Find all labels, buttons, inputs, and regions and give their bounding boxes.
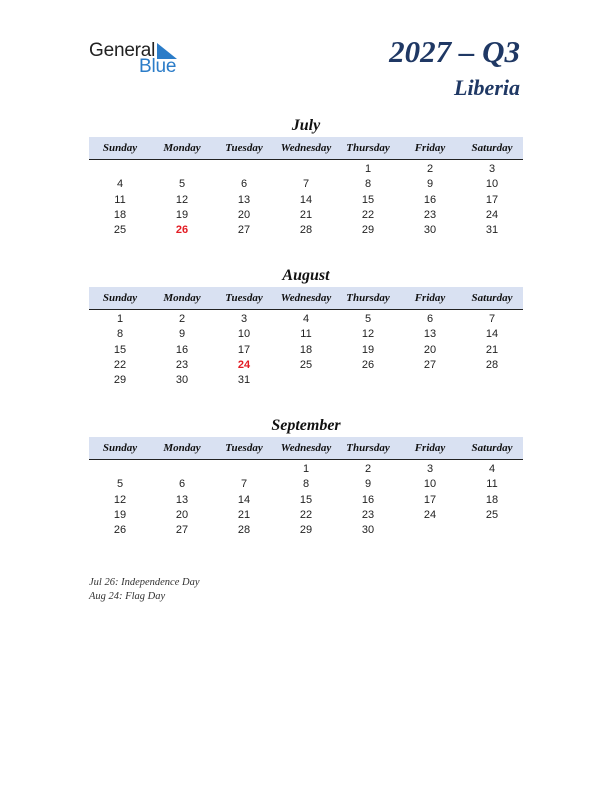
day-cell: 11 <box>114 193 126 206</box>
day-cell: 10 <box>423 478 437 491</box>
day-cell: 26 <box>113 524 127 537</box>
day-cell: 12 <box>361 328 375 341</box>
day-cell: 22 <box>361 208 375 221</box>
week-row <box>89 177 523 192</box>
day-cell: 29 <box>299 524 313 537</box>
week-row <box>89 312 523 327</box>
day-cell: 25 <box>113 224 127 237</box>
day-cell: 20 <box>237 208 251 221</box>
day-cell: 7 <box>302 178 310 191</box>
week-row <box>89 462 523 477</box>
day-cell: 12 <box>113 493 127 506</box>
day-cell: 18 <box>485 493 499 506</box>
day-cell: 25 <box>299 358 313 371</box>
weekday-label: Thursday <box>346 442 390 454</box>
week-row <box>89 373 523 388</box>
day-cell: 17 <box>423 493 437 506</box>
day-cell: 24 <box>485 208 499 221</box>
day-cell: 9 <box>364 478 372 491</box>
day-cell: 14 <box>485 328 499 341</box>
day-cell: 3 <box>488 163 496 175</box>
generalblue-logo <box>89 40 199 80</box>
day-cell: 13 <box>423 328 437 341</box>
day-cell: 9 <box>178 328 186 341</box>
week-row <box>89 343 523 358</box>
day-cell: 28 <box>237 524 251 537</box>
day-cell: 7 <box>488 313 496 325</box>
day-cell: 6 <box>240 178 248 191</box>
weekday-label: Monday <box>163 142 201 154</box>
day-cell: 11 <box>486 478 498 491</box>
day-cell: 27 <box>175 524 189 537</box>
logo-text-general: General <box>89 40 156 61</box>
day-cell: 8 <box>364 178 372 191</box>
day-cell: 30 <box>423 224 437 237</box>
day-cell: 21 <box>485 343 499 356</box>
day-cell <box>275 162 337 177</box>
day-cell <box>461 523 523 538</box>
day-cell: 1 <box>116 313 124 325</box>
day-cell: 1 <box>364 163 372 175</box>
day-cell: 15 <box>361 193 375 206</box>
weekday-header-row <box>89 137 523 160</box>
day-cell: 14 <box>299 193 313 206</box>
day-cell: 6 <box>426 313 434 325</box>
day-cell: 19 <box>361 343 375 356</box>
weekday-label: Wednesday <box>280 292 332 304</box>
day-cell: 20 <box>423 343 437 356</box>
weekday-label: Saturday <box>471 442 513 454</box>
day-cell: 27 <box>237 224 251 237</box>
day-cell: 16 <box>175 343 189 356</box>
week-row <box>89 162 523 177</box>
day-cell: 2 <box>426 163 434 175</box>
day-cell: 30 <box>361 524 375 537</box>
week-row <box>89 327 523 342</box>
day-cell <box>151 162 213 177</box>
weekday-label: Friday <box>414 292 446 304</box>
day-cell: 5 <box>178 178 186 191</box>
month-calendar <box>89 416 523 538</box>
day-cell: 7 <box>240 478 248 491</box>
weekday-label: Monday <box>163 292 201 304</box>
day-cell: 22 <box>113 358 127 371</box>
day-cell: 22 <box>299 508 313 521</box>
week-row <box>89 477 523 492</box>
week-row <box>89 358 523 373</box>
week-row <box>89 523 523 538</box>
weekday-header-row <box>89 287 523 310</box>
week-row <box>89 193 523 208</box>
weekday-label: Sunday <box>102 142 138 154</box>
day-cell: 31 <box>485 224 499 237</box>
day-cell <box>461 373 523 388</box>
day-cell: 27 <box>423 358 437 371</box>
day-cell: 28 <box>299 224 313 237</box>
weekday-label: Tuesday <box>225 142 263 154</box>
day-cell: 16 <box>423 193 437 206</box>
weekday-label: Tuesday <box>225 442 263 454</box>
holiday-notes <box>89 576 200 604</box>
holiday-date: 26 <box>175 224 189 237</box>
day-cell: 5 <box>116 478 124 491</box>
day-cell: 10 <box>485 178 499 191</box>
weekday-label: Sunday <box>102 292 138 304</box>
country-title: Liberia <box>454 75 520 100</box>
day-cell: 8 <box>302 478 310 491</box>
weekday-label: Friday <box>414 142 446 154</box>
weekday-label: Saturday <box>471 292 513 304</box>
day-cell <box>275 373 337 388</box>
day-cell: 26 <box>361 358 375 371</box>
day-cell: 30 <box>175 374 189 387</box>
weekday-label: Wednesday <box>280 442 332 454</box>
holiday-date: 24 <box>237 358 251 371</box>
day-cell <box>399 523 461 538</box>
day-cell: 3 <box>240 313 248 325</box>
month-name: August <box>282 267 330 284</box>
day-cell: 23 <box>423 208 437 221</box>
weekday-label: Thursday <box>346 142 390 154</box>
weekday-label: Thursday <box>346 292 390 304</box>
day-cell: 8 <box>116 328 124 341</box>
day-cell <box>89 462 151 477</box>
weekday-label: Wednesday <box>280 142 332 154</box>
day-cell: 11 <box>300 328 312 341</box>
month-calendar <box>89 266 523 388</box>
month-name: July <box>291 117 321 134</box>
day-cell <box>213 162 275 177</box>
weekday-header-row <box>89 437 523 460</box>
day-cell: 28 <box>485 358 499 371</box>
day-cell: 19 <box>175 208 189 221</box>
weekday-label: Friday <box>414 442 446 454</box>
day-cell: 20 <box>175 508 189 521</box>
day-cell: 4 <box>302 313 310 325</box>
day-cell: 15 <box>299 493 313 506</box>
day-cell: 14 <box>237 493 251 506</box>
week-row <box>89 493 523 508</box>
day-cell: 29 <box>361 224 375 237</box>
day-cell: 9 <box>426 178 434 191</box>
day-cell: 6 <box>178 478 186 491</box>
holiday-note: Jul 26: Independence Day <box>89 577 200 588</box>
day-cell <box>89 162 151 177</box>
day-cell: 25 <box>485 508 499 521</box>
weekday-label: Saturday <box>471 142 513 154</box>
day-cell: 23 <box>361 508 375 521</box>
day-cell: 2 <box>364 463 372 475</box>
day-cell: 5 <box>364 313 372 325</box>
week-row <box>89 208 523 223</box>
day-cell: 23 <box>175 358 189 371</box>
day-cell: 18 <box>113 208 127 221</box>
day-cell: 17 <box>237 343 251 356</box>
day-cell: 4 <box>116 178 124 191</box>
weekday-label: Sunday <box>102 442 138 454</box>
day-cell: 4 <box>488 463 496 475</box>
day-cell: 16 <box>361 493 375 506</box>
month-calendar <box>89 116 523 238</box>
day-cell <box>213 462 275 477</box>
day-cell <box>337 373 399 388</box>
day-cell: 31 <box>237 374 251 387</box>
day-cell: 29 <box>113 374 127 387</box>
day-cell: 19 <box>113 508 127 521</box>
weekday-label: Tuesday <box>225 292 263 304</box>
week-row <box>89 508 523 523</box>
day-cell <box>399 373 461 388</box>
logo-text-blue: Blue <box>139 56 177 77</box>
day-cell: 24 <box>423 508 437 521</box>
week-row <box>89 223 523 238</box>
day-cell: 18 <box>299 343 313 356</box>
day-cell: 17 <box>485 193 499 206</box>
day-cell: 10 <box>237 328 251 341</box>
day-cell: 1 <box>302 463 310 475</box>
weekday-label: Monday <box>163 442 201 454</box>
day-cell <box>151 462 213 477</box>
day-cell: 21 <box>299 208 313 221</box>
month-name: September <box>271 417 341 434</box>
day-cell: 3 <box>426 463 434 475</box>
day-cell: 13 <box>237 193 251 206</box>
day-cell: 21 <box>237 508 251 521</box>
holiday-note: Aug 24: Flag Day <box>89 591 166 602</box>
day-cell: 15 <box>113 343 127 356</box>
day-cell: 12 <box>175 193 189 206</box>
quarter-title: 2027 – Q3 <box>389 34 520 69</box>
day-cell: 13 <box>175 493 189 506</box>
day-cell: 2 <box>178 313 186 325</box>
